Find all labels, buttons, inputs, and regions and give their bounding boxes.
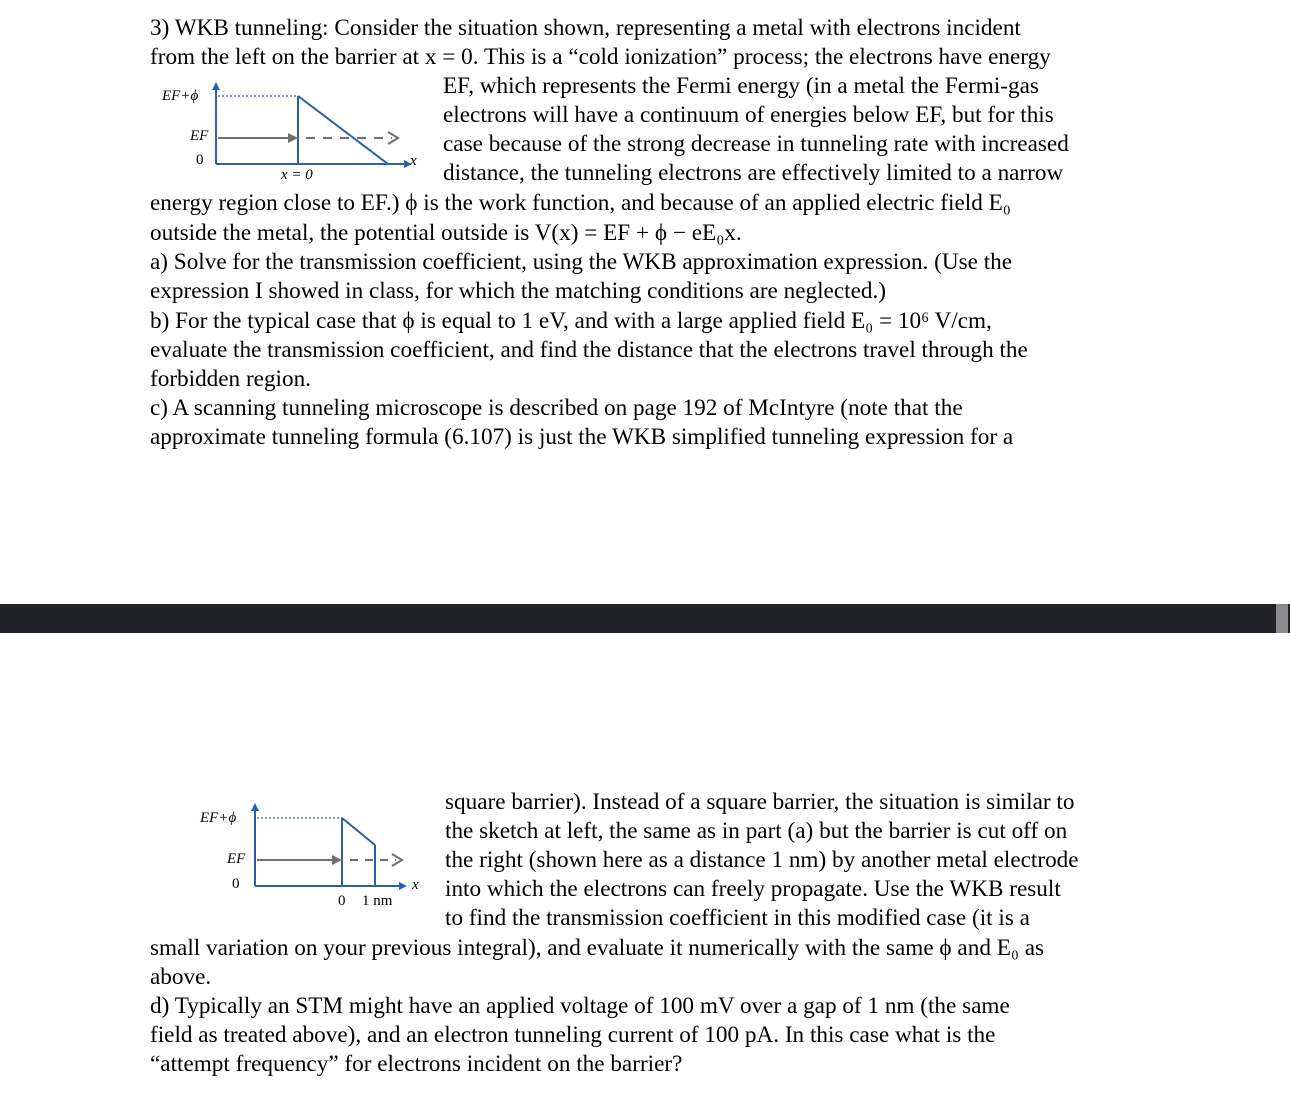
fig2-tunnel-arrowhead — [392, 854, 402, 866]
part-a-line-1: a) Solve for the transmission coefficient, using the WKB approximation expression. (Use the — [150, 249, 1013, 275]
fig2-label-tick1: 1 nm — [362, 893, 393, 909]
part-c-line-8: small variation on your previous integral), and evaluate it numerically with the same ϕ and E₀ as — [150, 935, 1045, 961]
fig1-label-x: x — [410, 153, 417, 169]
intro-line-5: case because of the strong decrease in tunneling rate with increased — [443, 131, 1069, 157]
part-a-line-2: expression I showed in class, for which the matching conditions are neglected.) — [150, 278, 886, 304]
document-page-2 — [0, 633, 1290, 1113]
scrollbar-thumb[interactable] — [1276, 604, 1288, 633]
part-c-line-5: the right (shown here as a distance 1 nm) by another metal electrode — [445, 847, 1079, 873]
fig2-electron-arrowhead — [332, 855, 342, 865]
fig1-label-zero: 0 — [196, 152, 204, 168]
part-c-line-9: above. — [150, 964, 212, 990]
part-d-line-1: d) Typically an STM might have an applied voltage of 100 mV over a gap of 1 nm (the same — [150, 993, 1010, 1019]
part-c-line-4: the sketch at left, the same as in part (a) but the barrier is cut off on — [445, 818, 1068, 844]
part-b-line-2: evaluate the transmission coefficient, and find the distance that the electrons travel through the — [150, 337, 1028, 363]
fig2-label-zero: 0 — [232, 876, 240, 892]
fig2-label-x: x — [412, 877, 419, 893]
fig2-label-tick0: 0 — [338, 893, 346, 909]
part-c-line-7: to find the transmission coefficient in this modified case (it is a — [445, 905, 1030, 931]
fig2-label-top: EF+ϕ — [200, 810, 237, 826]
fig2-label-ef: EF — [227, 851, 246, 867]
fig2-axis-arrowhead — [251, 803, 259, 811]
fig1-label-x0: x = 0 — [281, 167, 313, 183]
intro-line-4: electrons will have a continuum of energies below EF, but for this — [443, 102, 1054, 128]
fig2-x-arrowhead — [399, 882, 407, 890]
fig2-barrier-slope — [342, 818, 375, 845]
intro-line-6: distance, the tunneling electrons are effectively limited to a narrow — [443, 160, 1064, 186]
fig1-label-top: EF+ϕ — [162, 88, 199, 104]
fig1-tunnel-arrowhead — [388, 132, 398, 144]
fig1-electron-arrowhead — [288, 133, 298, 143]
part-d-line-2: field as treated above), and an electron tunneling current of 100 pA. In this case what is the — [150, 1022, 996, 1048]
part-c-line-6: into which the electrons can freely propagate. Use the WKB result — [445, 876, 1061, 902]
part-c-line-1: c) A scanning tunneling microscope is described on page 192 of McIntyre (note that the — [150, 395, 963, 421]
part-c-line-2: approximate tunneling formula (6.107) is just the WKB simplified tunneling expression for a — [150, 424, 1014, 450]
part-b-line-1: b) For the typical case that ϕ is equal to 1 eV, and with a large applied field E₀ = 10⁶ V/cm, — [150, 308, 992, 334]
intro-line-3: EF, which represents the Fermi energy (in a metal the Fermi-gas — [443, 73, 1039, 99]
intro-line-1: 3) WKB tunneling: Consider the situation shown, representing a metal with electrons incident — [150, 15, 1021, 41]
part-d-line-3: “attempt frequency” for electrons incident on the barrier? — [150, 1051, 683, 1077]
fig1-barrier-slope — [298, 96, 388, 164]
intro-line-2: from the left on the barrier at x = 0. This is a “cold ionization” process; the electrons have energy — [150, 44, 1051, 70]
fig1-label-ef: EF — [190, 128, 209, 144]
fig1-axis-arrowhead — [212, 82, 220, 90]
part-b-line-3: forbidden region. — [150, 366, 311, 392]
intro-line-8: outside the metal, the potential outside is V(x) = EF + ϕ − eE₀x. — [150, 220, 742, 246]
page-separator — [0, 604, 1290, 633]
intro-line-7: energy region close to EF.) ϕ is the work function, and because of an applied electric field E₀ — [150, 190, 1011, 216]
part-c-line-3: square barrier). Instead of a square barrier, the situation is similar to — [445, 789, 1075, 815]
